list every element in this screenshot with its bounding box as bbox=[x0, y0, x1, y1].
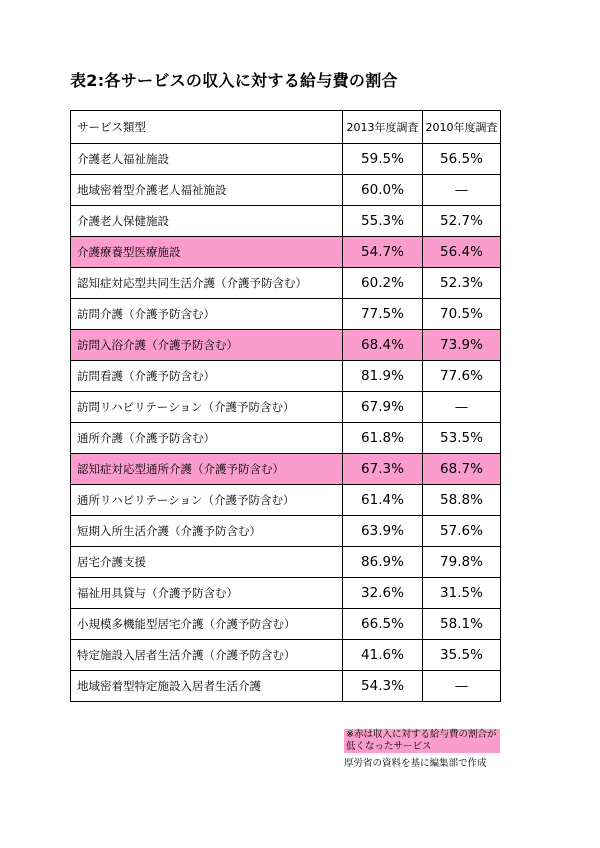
value-2010-cell: 56.5% bbox=[423, 144, 501, 175]
table-row bbox=[71, 237, 501, 268]
value-2010-cell: 68.7% bbox=[423, 454, 501, 485]
value-2010-cell: 58.1% bbox=[423, 609, 501, 640]
service-name-cell: 認知症対応型通所介護（介護予防含む） bbox=[71, 454, 343, 485]
table-row bbox=[71, 206, 501, 237]
value-2013-cell: 66.5% bbox=[343, 609, 423, 640]
value-2013-cell: 32.6% bbox=[343, 578, 423, 609]
page-title: 表2:各サービスの収入に対する給与費の割合 bbox=[70, 71, 398, 90]
value-2013-cell: 60.2% bbox=[343, 268, 423, 299]
service-name-cell: 居宅介護支援 bbox=[71, 547, 343, 578]
service-name-cell: 介護老人福祉施設 bbox=[71, 144, 343, 175]
value-2010-cell: 56.4% bbox=[423, 237, 501, 268]
highlight-note: ※赤は収入に対する給与費の割合が低くなったサービス bbox=[344, 729, 500, 753]
header-2013: 2013年度調査 bbox=[343, 111, 423, 144]
table-row bbox=[71, 392, 501, 423]
value-2010-cell: 53.5% bbox=[423, 423, 501, 454]
value-2013-cell: 77.5% bbox=[343, 299, 423, 330]
value-2013-cell: 41.6% bbox=[343, 640, 423, 671]
table-row bbox=[71, 609, 501, 640]
service-name-cell: 介護老人保健施設 bbox=[71, 206, 343, 237]
service-name-cell: 介護療養型医療施設 bbox=[71, 237, 343, 268]
table-row bbox=[71, 175, 501, 206]
table-row bbox=[71, 144, 501, 175]
table-row bbox=[71, 454, 501, 485]
table-row bbox=[71, 485, 501, 516]
service-name-cell: 認知症対応型共同生活介護（介護予防含む） bbox=[71, 268, 343, 299]
service-name-cell: 地域密着型介護老人福祉施設 bbox=[71, 175, 343, 206]
service-name-cell: 小規模多機能型居宅介護（介護予防含む） bbox=[71, 609, 343, 640]
table-row bbox=[71, 268, 501, 299]
service-name-cell: 訪問看護（介護予防含む） bbox=[71, 361, 343, 392]
header-service-type: サービス類型 bbox=[71, 111, 343, 144]
value-2010-cell: 57.6% bbox=[423, 516, 501, 547]
value-2010-cell: 73.9% bbox=[423, 330, 501, 361]
service-name-cell: 訪問リハビリテーション（介護予防含む） bbox=[71, 392, 343, 423]
table-row bbox=[71, 516, 501, 547]
value-2013-cell: 55.3% bbox=[343, 206, 423, 237]
service-name-cell: 通所介護（介護予防含む） bbox=[71, 423, 343, 454]
value-2013-cell: 61.8% bbox=[343, 423, 423, 454]
service-name-cell: 福祉用具貸与（介護予防含む） bbox=[71, 578, 343, 609]
service-name-cell: 訪問介護（介護予防含む） bbox=[71, 299, 343, 330]
value-2013-cell: 67.9% bbox=[343, 392, 423, 423]
value-2010-cell: — bbox=[423, 392, 501, 423]
table-header-row bbox=[71, 111, 501, 144]
value-2013-cell: 61.4% bbox=[343, 485, 423, 516]
value-2010-cell: 77.6% bbox=[423, 361, 501, 392]
table-row bbox=[71, 330, 501, 361]
table-row bbox=[71, 578, 501, 609]
value-2013-cell: 68.4% bbox=[343, 330, 423, 361]
table-row bbox=[71, 299, 501, 330]
value-2010-cell: 52.3% bbox=[423, 268, 501, 299]
service-name-cell: 地域密着型特定施設入居者生活介護 bbox=[71, 671, 343, 702]
service-name-cell: 通所リハビリテーション（介護予防含む） bbox=[71, 485, 343, 516]
value-2013-cell: 86.9% bbox=[343, 547, 423, 578]
service-name-cell: 短期入所生活介護（介護予防含む） bbox=[71, 516, 343, 547]
value-2013-cell: 54.3% bbox=[343, 671, 423, 702]
value-2013-cell: 63.9% bbox=[343, 516, 423, 547]
value-2013-cell: 59.5% bbox=[343, 144, 423, 175]
value-2013-cell: 54.7% bbox=[343, 237, 423, 268]
value-2010-cell: 70.5% bbox=[423, 299, 501, 330]
value-2010-cell: 35.5% bbox=[423, 640, 501, 671]
value-2013-cell: 81.9% bbox=[343, 361, 423, 392]
table-row bbox=[71, 361, 501, 392]
table-row bbox=[71, 423, 501, 454]
value-2010-cell: 58.8% bbox=[423, 485, 501, 516]
service-name-cell: 特定施設入居者生活介護（介護予防含む） bbox=[71, 640, 343, 671]
header-2010: 2010年度調査 bbox=[423, 111, 501, 144]
table-row bbox=[71, 640, 501, 671]
salary-ratio-table bbox=[70, 110, 501, 702]
service-name-cell: 訪問入浴介護（介護予防含む） bbox=[71, 330, 343, 361]
source-note: 厚労省の資料を基に編集部で作成 bbox=[344, 758, 487, 769]
table-row bbox=[71, 671, 501, 702]
value-2010-cell: 79.8% bbox=[423, 547, 501, 578]
value-2010-cell: 31.5% bbox=[423, 578, 501, 609]
value-2010-cell: — bbox=[423, 671, 501, 702]
value-2010-cell: 52.7% bbox=[423, 206, 501, 237]
value-2010-cell: — bbox=[423, 175, 501, 206]
value-2013-cell: 60.0% bbox=[343, 175, 423, 206]
table-row bbox=[71, 547, 501, 578]
value-2013-cell: 67.3% bbox=[343, 454, 423, 485]
